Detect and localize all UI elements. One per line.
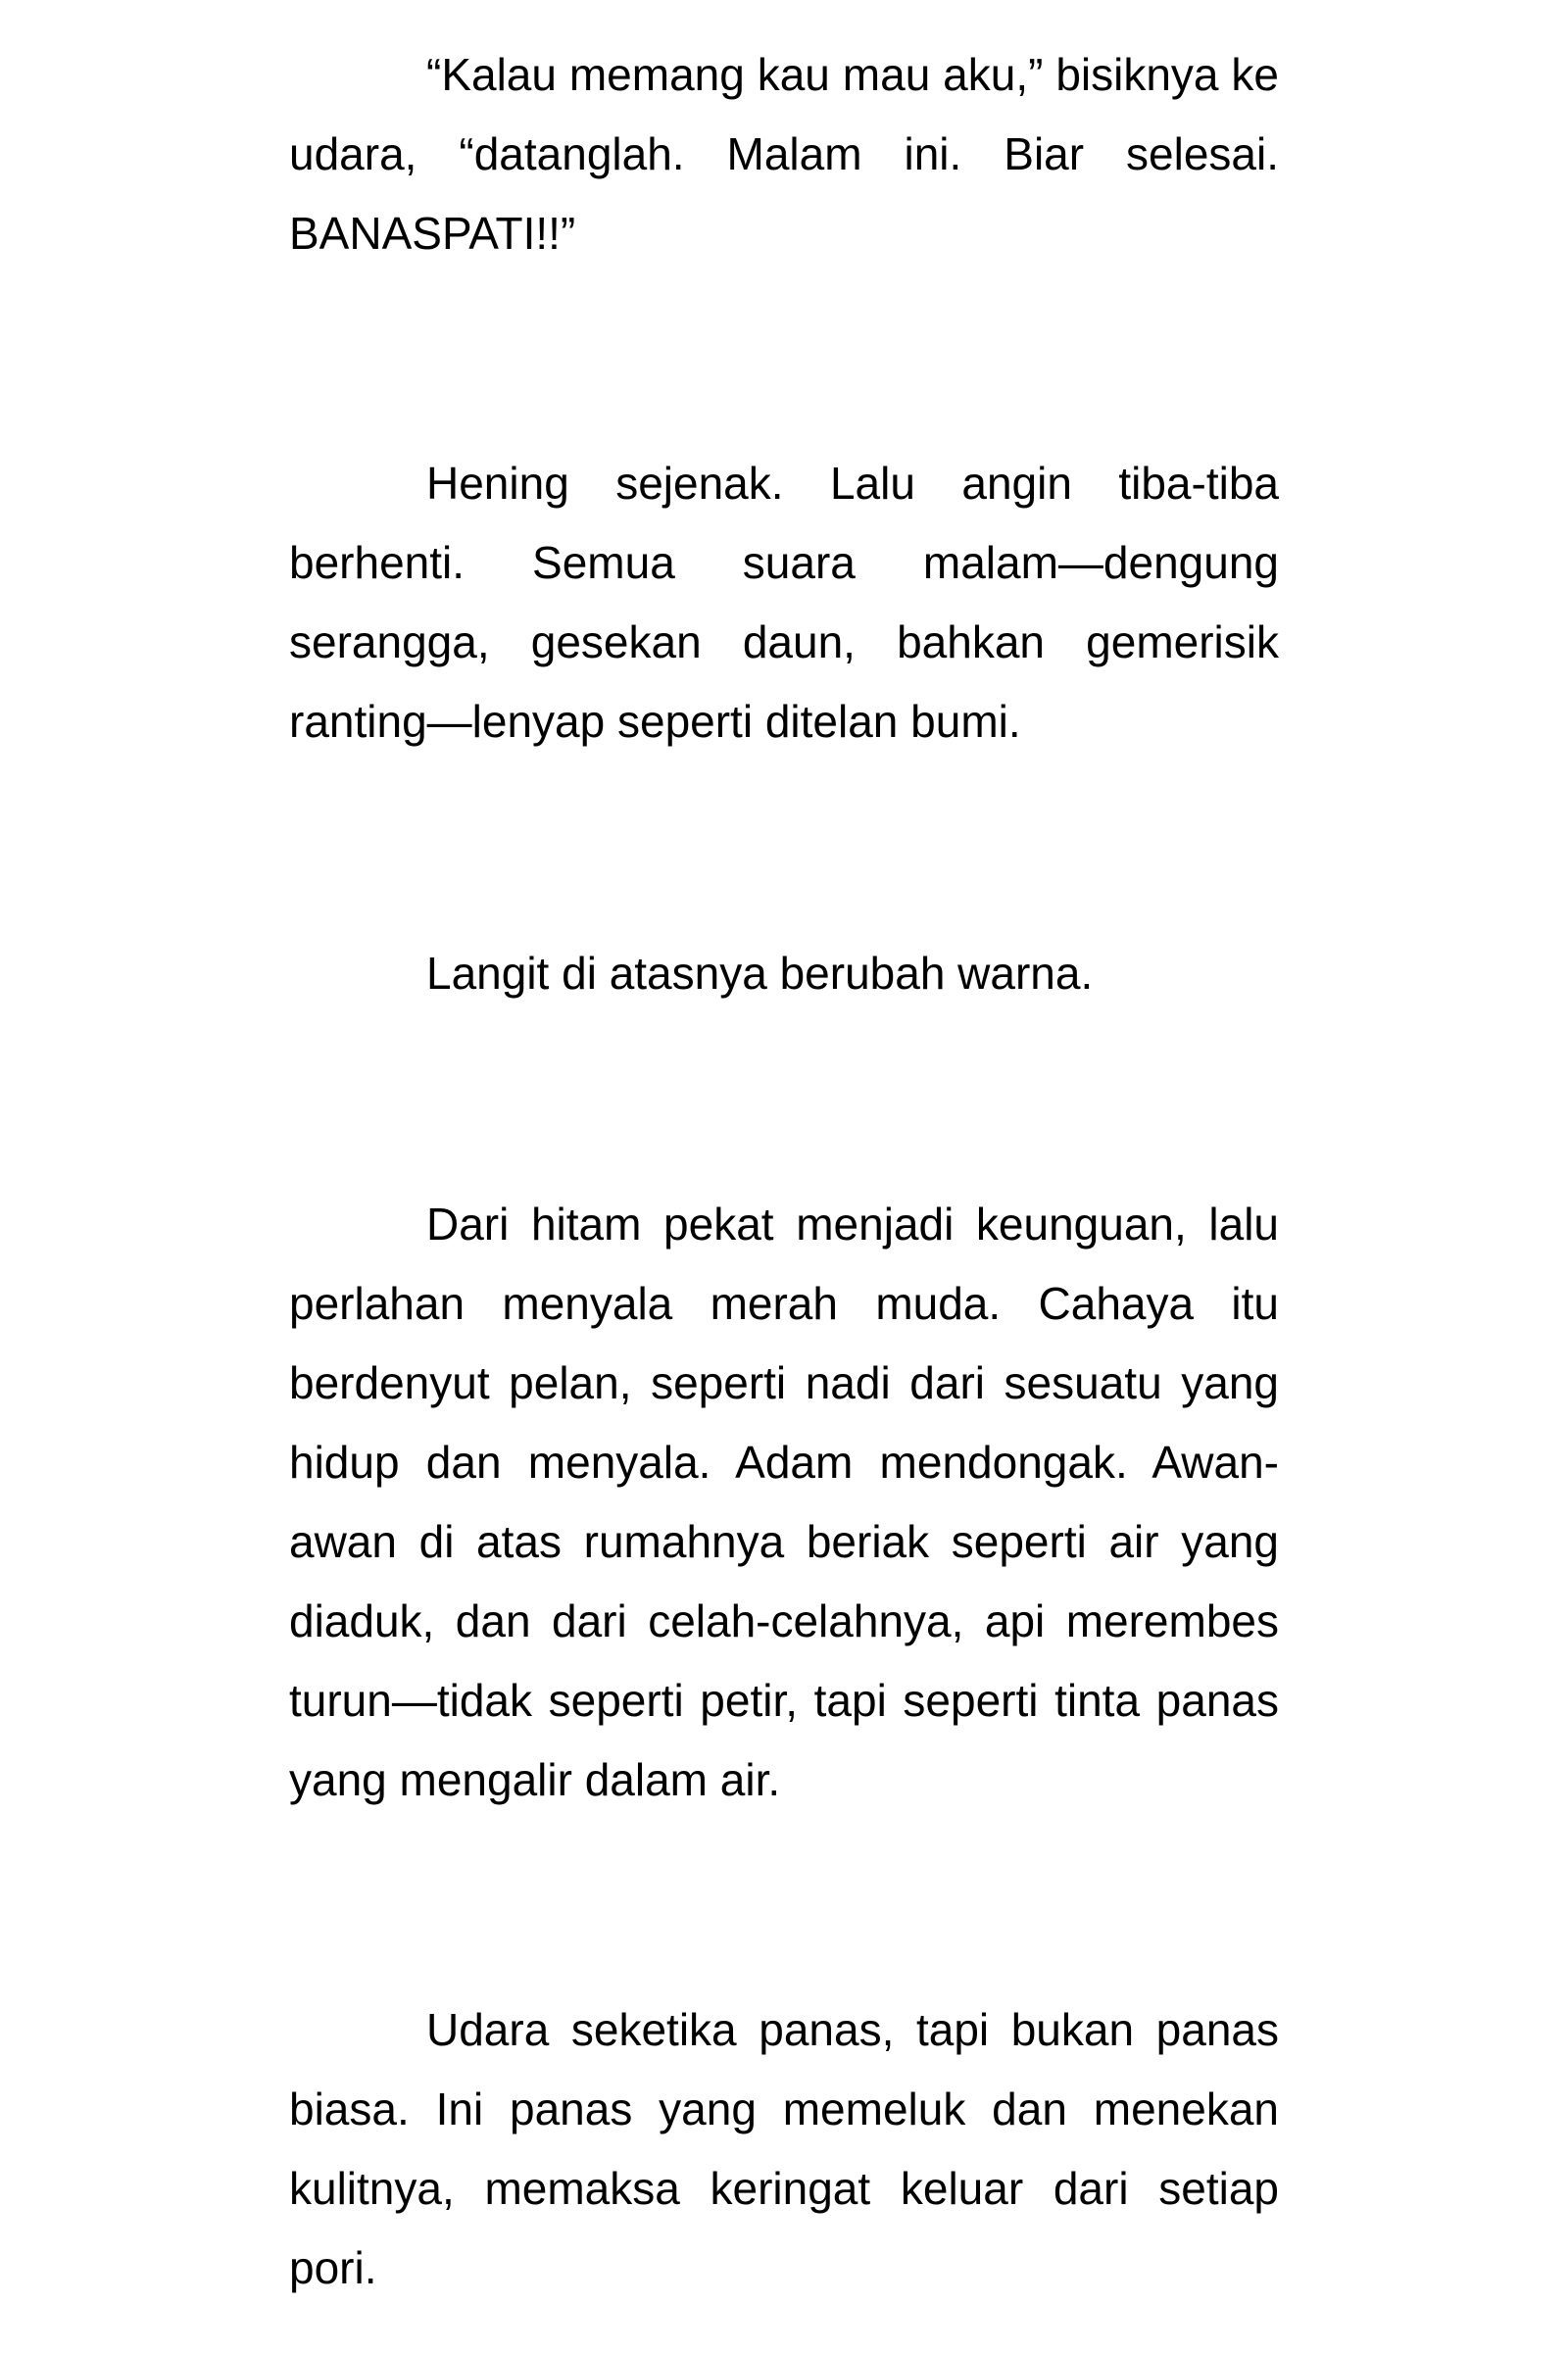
paragraph-5: Udara seketika panas, tapi bukan panas biasa. Ini panas yang memeluk dan menekan kulitnya, memaksa keringat keluar dari setiap pori. bbox=[289, 2004, 1279, 2293]
paragraph-3: Langit di atasnya berubah warna. bbox=[426, 948, 1094, 999]
paragraph-4: Dari hitam pekat menjadi keunguan, lalu perlahan menyala merah muda. Cahaya itu berdenyut pelan, seperti nadi dari sesuatu yang hidup dan menyala. Adam mendongak. Awan-awan di atas rumahnya beriak seperti air yang diaduk, dan dari celah-celahnya, api merembes turun—tidak seperti petir, tapi seperti tinta panas yang mengalir dalam air. bbox=[289, 1199, 1279, 1805]
paragraph-1: “Kalau memang kau mau aku,” bisiknya ke udara, “datanglah. Malam ini. Biar selesai. BANASPATI!!” bbox=[289, 49, 1279, 259]
paragraph-2: Hening sejenak. Lalu angin tiba-tiba berhenti. Semua suara malam—dengung serangga, gesekan daun, bahkan gemerisik ranting—lenyap seperti ditelan bumi. bbox=[289, 458, 1279, 747]
